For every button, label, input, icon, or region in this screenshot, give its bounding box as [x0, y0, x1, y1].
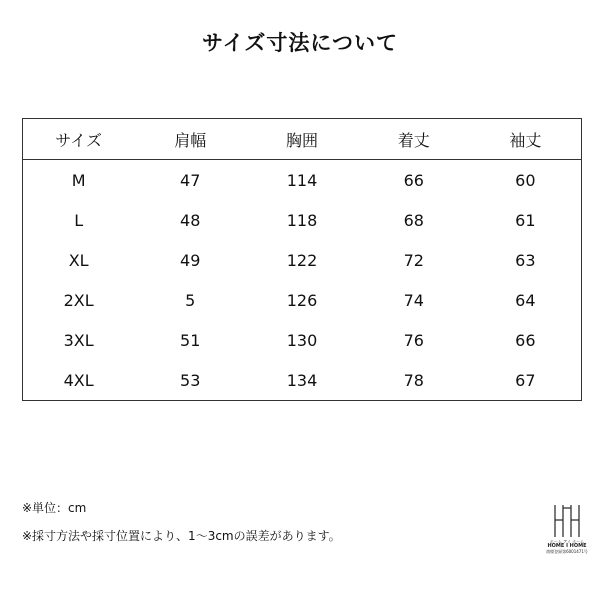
cell-chest: 130: [286, 330, 318, 350]
logo-brand-name: HOME I HOME: [547, 543, 587, 549]
cell-chest: 114: [286, 170, 318, 190]
header-length: 着丈: [358, 119, 470, 160]
cell-length: 76: [403, 330, 424, 350]
cell-sleeve-length: 66: [515, 330, 536, 350]
cell-size: 4XL: [63, 370, 94, 390]
logo-registration: 商標登録第6001471号: [546, 549, 588, 554]
header-chest: 胸囲: [246, 119, 358, 160]
table-row: [23, 280, 582, 320]
size-table: [22, 118, 582, 401]
table-header-row: [23, 119, 582, 160]
logo-kana: ホーム アイ ホーム: [549, 539, 585, 544]
cell-shoulder-width: 51: [180, 330, 201, 350]
cell-size: 2XL: [63, 290, 94, 310]
notes: [22, 494, 341, 550]
cell-size: 3XL: [63, 330, 94, 350]
table-row: [23, 360, 582, 401]
cell-sleeve-length: 64: [515, 290, 536, 310]
brand-logo: [540, 503, 594, 573]
cell-size: L: [74, 210, 84, 230]
cell-sleeve-length: 67: [515, 370, 536, 390]
cell-size: M: [71, 170, 86, 190]
cell-sleeve-length: 60: [515, 170, 536, 190]
cell-shoulder-width: 47: [180, 170, 201, 190]
measurement-disclaimer: ※採寸方法や採寸位置により、1～3cmの誤差があります。: [22, 529, 341, 543]
page-title: サイズ寸法について: [202, 31, 398, 55]
table-row: [23, 200, 582, 240]
cell-length: 68: [403, 210, 424, 230]
table-row: [23, 320, 582, 360]
home-i-home-logo-icon: [552, 503, 582, 539]
table-row: [23, 240, 582, 280]
unit-note: ※単位：cm: [22, 501, 87, 515]
cell-sleeve-length: 63: [515, 250, 536, 270]
cell-shoulder-width: 5: [185, 290, 196, 310]
table-row: [23, 160, 582, 201]
cell-chest: 126: [286, 290, 318, 310]
cell-shoulder-width: 48: [180, 210, 201, 230]
cell-length: 78: [403, 370, 424, 390]
cell-length: 74: [403, 290, 424, 310]
header-size: サイズ: [23, 119, 135, 160]
cell-shoulder-width: 49: [180, 250, 201, 270]
cell-length: 66: [403, 170, 424, 190]
header-sleeve-length: 袖丈: [470, 119, 582, 160]
cell-chest: 118: [286, 210, 318, 230]
cell-chest: 134: [286, 370, 318, 390]
cell-chest: 122: [286, 250, 318, 270]
cell-shoulder-width: 53: [180, 370, 201, 390]
header-shoulder-width: 肩幅: [134, 119, 246, 160]
cell-size: XL: [68, 250, 89, 270]
cell-sleeve-length: 61: [515, 210, 536, 230]
cell-length: 72: [403, 250, 424, 270]
